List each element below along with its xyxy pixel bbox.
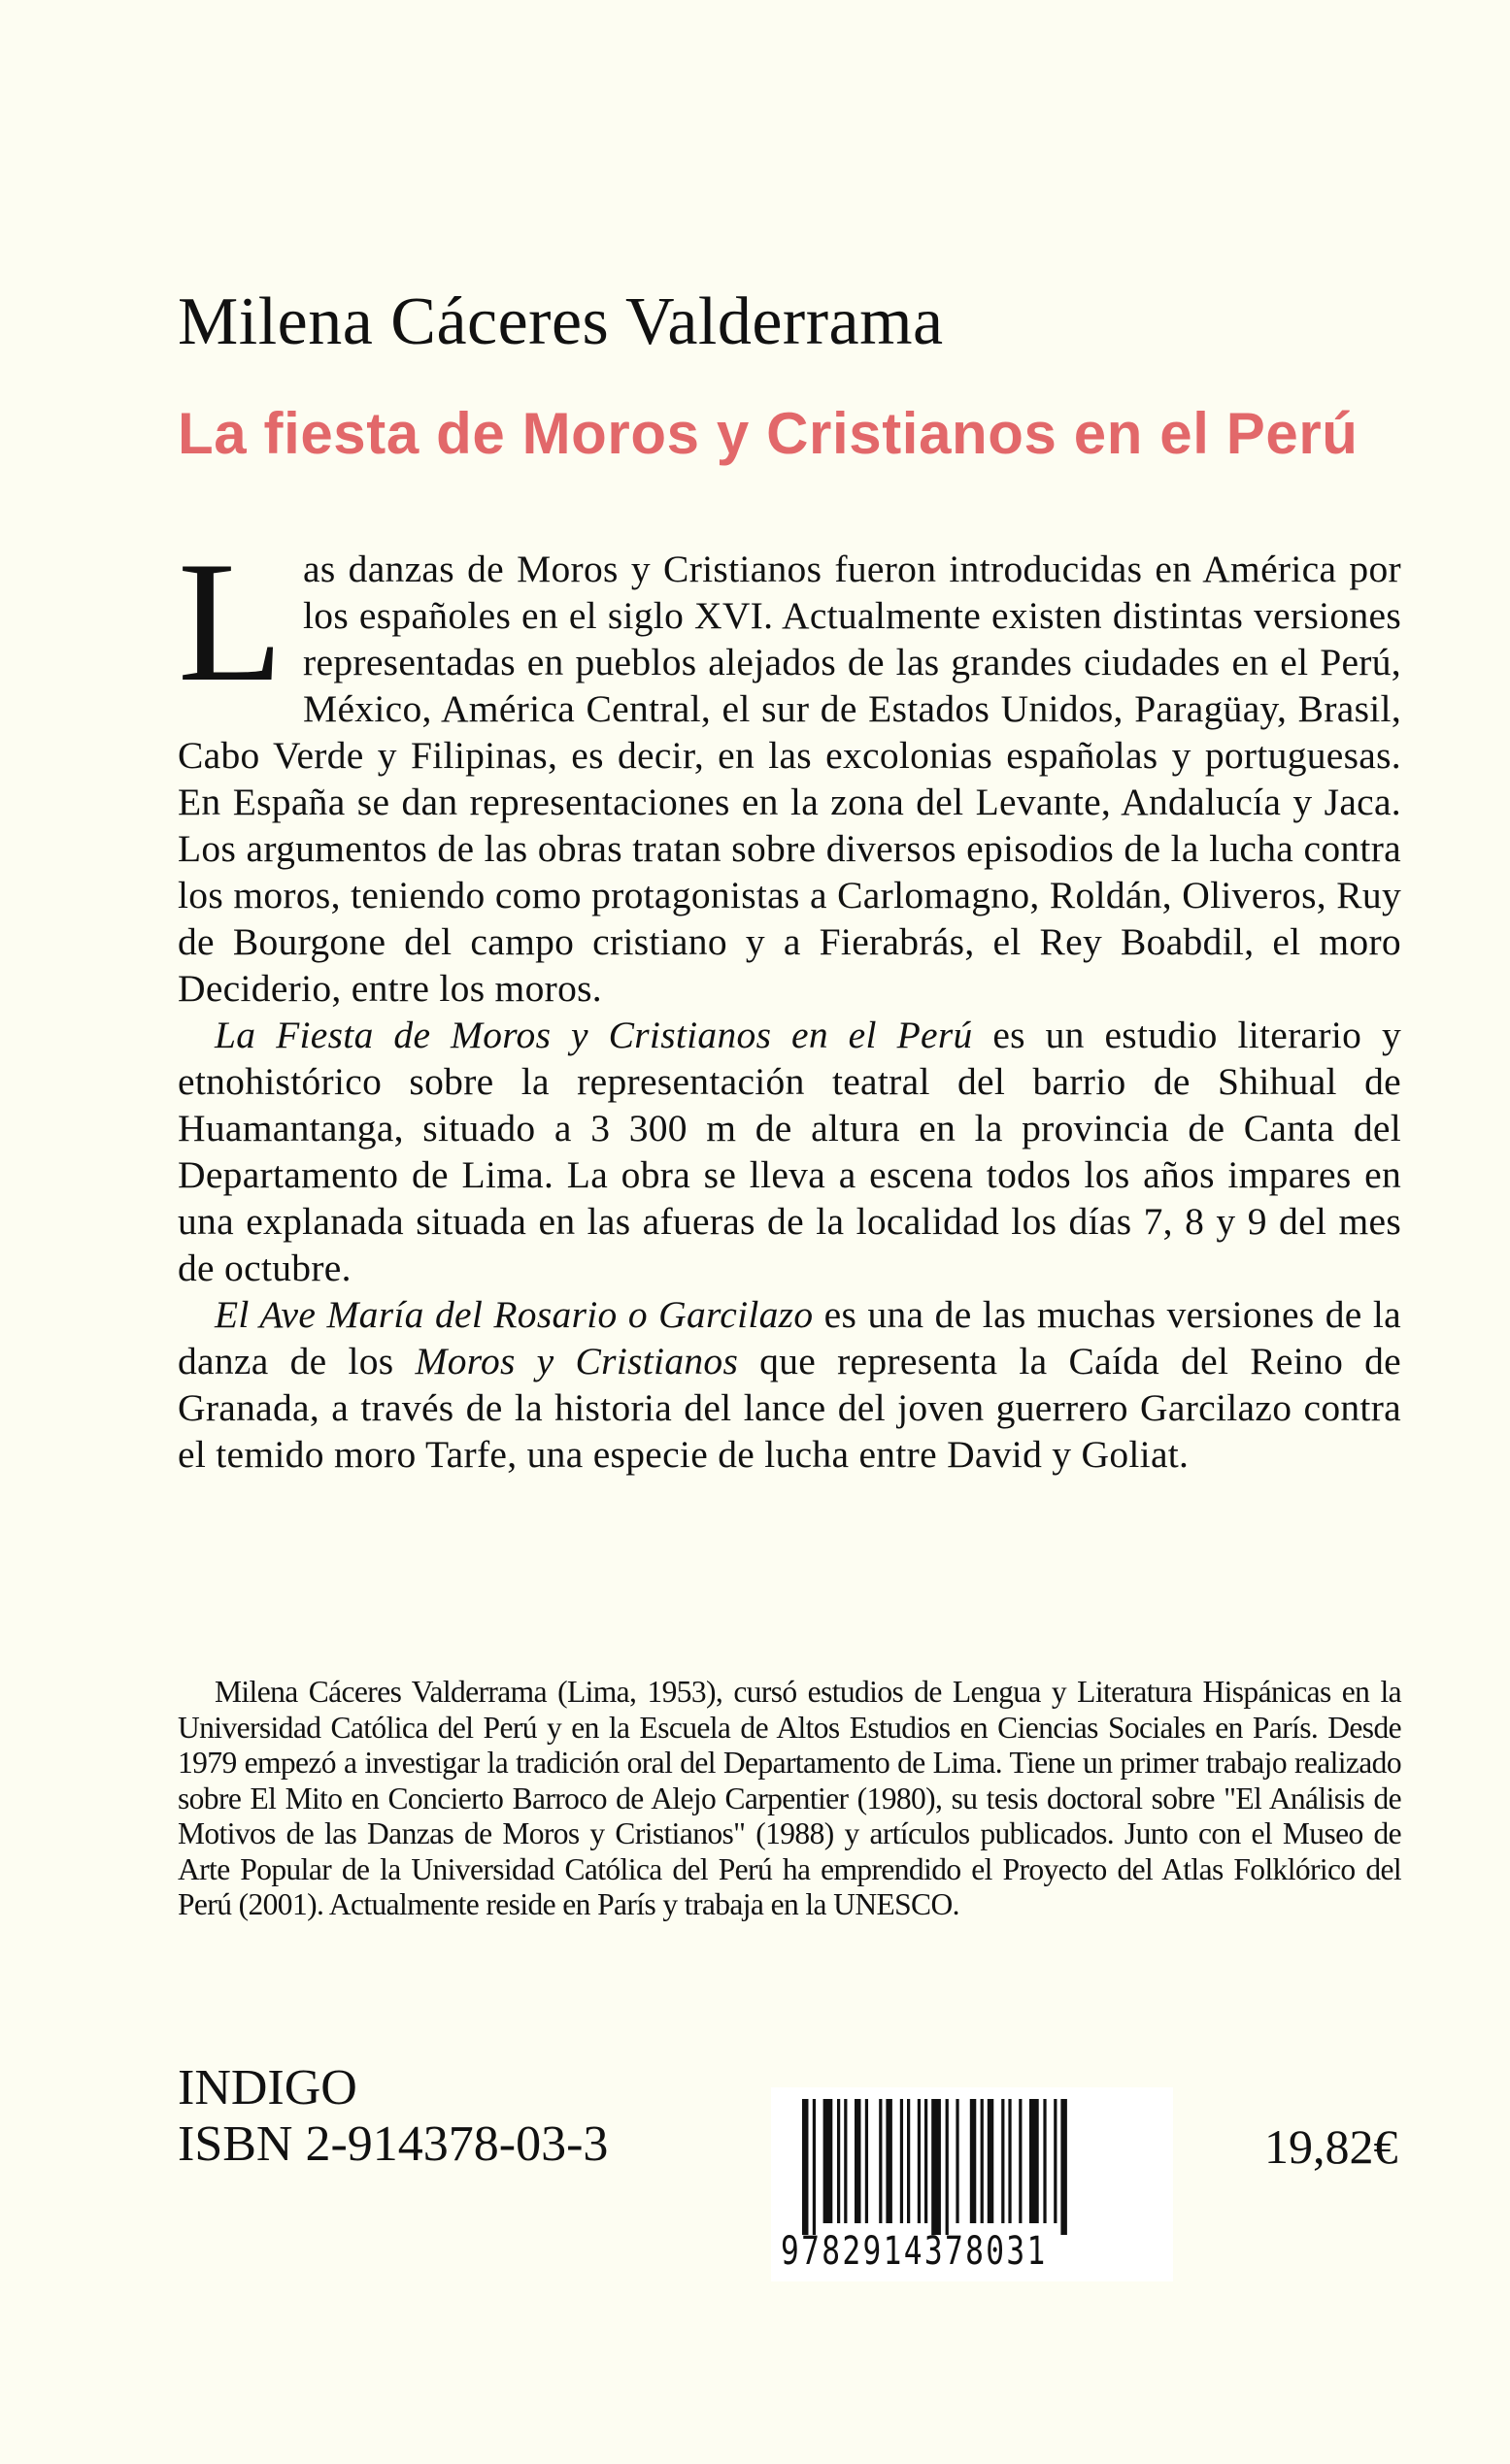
blurb [178, 525, 1401, 1478]
barcode-bar [1060, 2099, 1066, 2235]
barcode-bar [956, 2099, 958, 2223]
paragraph-text: que representa la Caída del Reino de Granada, a través de la historia del lance del joven guerrero Garcilazo contra el temido moro Tarfe, una especie de lucha entre David y Goliat. [178, 1340, 1401, 1476]
barcode-bar [886, 2099, 891, 2223]
book-title: La fiesta de Moros y Cristianos en el Perú [178, 401, 1359, 466]
paragraph-text: es una de las muchas versiones de la danza de los [178, 1293, 1401, 1382]
drop-cap: L [178, 525, 285, 717]
barcode-bar [865, 2099, 868, 2223]
barcode-bar [1019, 2099, 1022, 2223]
barcode-bar [823, 2099, 833, 2223]
italic-title: Moros y Cristianos [415, 1340, 739, 1382]
barcode-bar [1054, 2099, 1057, 2223]
barcode-bar [907, 2099, 910, 2223]
barcode-bar [988, 2099, 993, 2223]
italic-title: La Fiesta de Moros y Cristianos en el Perú [215, 1014, 973, 1056]
barcode-bar [1029, 2099, 1039, 2223]
barcode-bar [844, 2099, 847, 2223]
barcode-bar [924, 2099, 927, 2223]
barcode-bar [855, 2099, 860, 2223]
barcode-bar [879, 2099, 882, 2223]
publisher-name: INDIGO [178, 2060, 357, 2115]
author-name: Milena Cáceres Valderrama [178, 284, 944, 359]
barcode-bar [981, 2099, 984, 2223]
blurb-paragraph-3 [178, 1291, 1401, 1478]
paragraph-text: es un estudio literario y etnohistórico sobre la representación teatral del barrio de Shihual de Huamantanga, situado a 3 300 m de altura en la provincia de Canta del Departamento de Lima. La obra se lleva a escena todos los años impares en una explanada situada en las afueras de la localidad los días 7, 8 y 9 del mes de octubre. [178, 1014, 1401, 1289]
barcode-bar [900, 2099, 903, 2223]
blurb-paragraph-2 [178, 1012, 1401, 1291]
isbn: ISBN 2-914378-03-3 [178, 2116, 609, 2172]
barcode-bar [946, 2099, 949, 2235]
barcode-number: 9782914378031 [781, 2229, 1048, 2274]
barcode-bar [931, 2099, 941, 2235]
barcode [771, 2087, 1173, 2281]
barcode-bar [1043, 2099, 1046, 2223]
barcode-bar [837, 2099, 840, 2223]
price: 19,82€ [1264, 2119, 1398, 2174]
author-bio: Milena Cáceres Valderrama (Lima, 1953), cursó estudios de Lengua y Literatura Hispánicas en la Universidad Católica del Perú y en la Escuela de Altos Estudios en Ciencias Sociales en París. Desde 1979 empezó a investigar la tradición oral del Departamento de Lima. Tiene un primer trabajo realizado sobre El Mito en Concierto Barroco de Alejo Carpentier (1980), su tesis doctoral sobre "El Análisis de Motivos de las Danzas de Moros y Cristianos" (1988) y artículos publicados. Junto con el Museo de Arte Popular de la Universidad Católica del Perú ha emprendido el Proyecto del Atlas Folklórico del Perú (2001). Actualmente reside en París y trabaja en la UNESCO. [178, 1675, 1401, 1921]
barcode-bar [970, 2099, 976, 2223]
barcode-bar [1001, 2099, 1004, 2223]
barcode-bar [918, 2099, 921, 2223]
italic-title: El Ave María del Rosario o Garcilazo [215, 1293, 814, 1336]
barcode-bar [802, 2099, 808, 2235]
blurb-paragraph-1: as danzas de Moros y Cristianos fueron introducidas en América por los españoles en el siglo XVI. Actualmente existen distintas versiones representadas en pueblos alejados de las grandes ciudades en el Perú, México, América Central, el sur de Estados Unidos, Paragüay, Brasil, Cabo Verde y Filipinas, es decir, en las excolonias españolas y portuguesas. En España se dan representaciones en la zona del Levante, Andalucía y Jaca. Los argumentos de las obras tratan sobre diversos episodios de la lucha contra los moros, teniendo como protagonistas a Carlomagno, Roldán, Oliveros, Ruy de Bourgone del campo cristiano y a Fierabrás, el Rey Boabdil, el moro Deciderio, entre los moros. [178, 548, 1401, 1010]
barcode-bar [1008, 2099, 1011, 2223]
barcode-bar [813, 2099, 816, 2235]
barcode-bars [783, 2099, 1159, 2235]
publisher-block [178, 2060, 608, 2173]
